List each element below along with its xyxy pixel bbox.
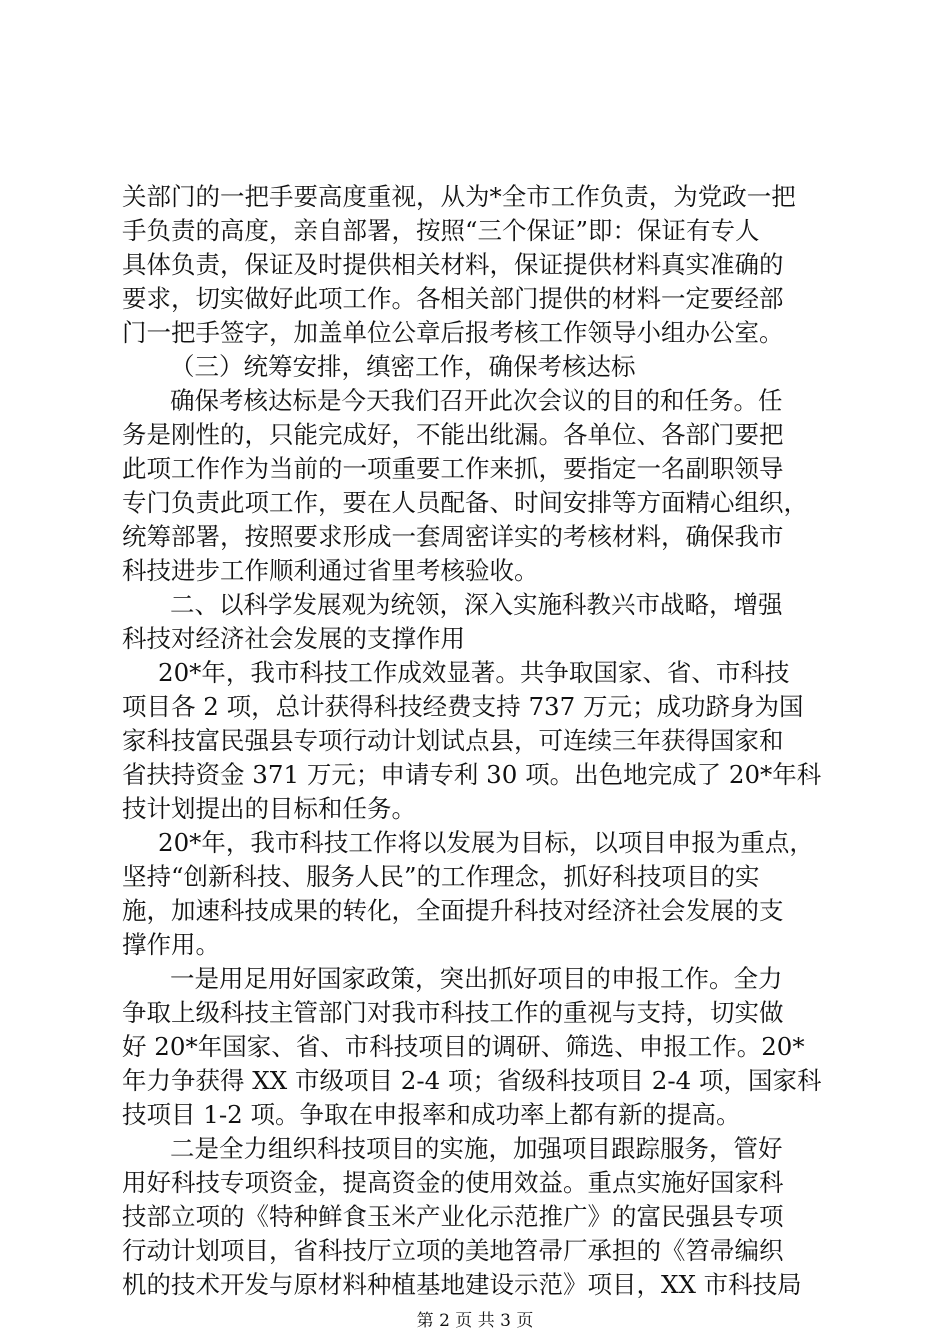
body-line: 二是全力组织科技项目的实施，加强项目跟踪服务，管好: [170, 1134, 783, 1163]
body-line: 要求，切实做好此项工作。各相关部门提供的材料一定要经部: [122, 284, 784, 313]
body-line: 技部立项的《特种鲜食玉米产业化示范推广》的富民强县专项: [122, 1202, 784, 1231]
body-line: 坚持“创新科技、服务人民”的工作理念，抓好科技项目的实: [122, 862, 760, 891]
body-line: 技计划提出的目标和任务。: [122, 794, 416, 823]
body-line: 手负责的高度，亲自部署，按照“三个保证”即：保证有专人: [122, 216, 760, 245]
section-heading: 科技对经济社会发展的支撑作用: [122, 624, 465, 653]
body-line: 此项工作作为当前的一项重要工作来抓，要指定一名副职领导: [122, 454, 784, 483]
body-line: 行动计划项目，省科技厅立项的美地笤帚厂承担的《笤帚编织: [122, 1236, 784, 1265]
body-line: 科技进步工作顺利通过省里考核验收。: [122, 556, 539, 585]
body-line: 统筹部署，按照要求形成一套周密详实的考核材料，确保我市: [122, 522, 784, 551]
body-line: 具体负责，保证及时提供相关材料，保证提供材料真实准确的: [122, 250, 784, 279]
body-line: 务是刚性的，只能完成好，不能出纰漏。各单位、各部门要把: [122, 420, 784, 449]
body-line: 专门负责此项工作，要在人员配备、时间安排等方面精心组织，: [122, 488, 808, 517]
body-line: 一是用足用好国家政策，突出抓好项目的申报工作。全力: [170, 964, 783, 993]
body-line: 项目各 2 项，总计获得科技经费支持 737 万元；成功跻身为国: [122, 692, 804, 721]
body-line: 家科技富民强县专项行动计划试点县，可连续三年获得国家和: [122, 726, 784, 755]
body-line: 门一把手签字，加盖单位公章后报考核工作领导小组办公室。: [122, 318, 784, 347]
page-number-footer: 第 2 页 共 3 页: [416, 1311, 534, 1331]
body-line: 用好科技专项资金，提高资金的使用效益。重点实施好国家科: [122, 1168, 784, 1197]
body-line: 施，加速科技成果的转化，全面提升科技对经济社会发展的支: [122, 896, 784, 925]
body-line: 技项目 1-2 项。争取在申报率和成功率上都有新的提高。: [122, 1100, 741, 1129]
section-heading: 二、以科学发展观为统领，深入实施科教兴市战略，增强: [170, 590, 783, 619]
body-line: 省扶持资金 371 万元；申请专利 30 项。出色地完成了 20*年科: [122, 760, 822, 789]
body-line: 20*年，我市科技工作将以发展为目标，以项目申报为重点，: [158, 828, 814, 857]
body-line: 关部门的一把手要高度重视，从为*全市工作负责，为党政一把: [122, 182, 796, 211]
body-line: 机的技术开发与原材料种植基地建设示范》项目，XX 市科技局: [122, 1270, 802, 1299]
body-line: 争取上级科技主管部门对我市科技工作的重视与支持，切实做: [122, 998, 784, 1027]
body-line: 撑作用。: [122, 930, 220, 959]
body-line: 确保考核达标是今天我们召开此次会议的目的和任务。任: [170, 386, 783, 415]
body-line: 好 20*年国家、省、市科技项目的调研、筛选、申报工作。20*: [122, 1032, 805, 1061]
body-line: 20*年，我市科技工作成效显著。共争取国家、省、市科技: [158, 658, 790, 687]
body-line: 年力争获得 XX 市级项目 2-4 项；省级科技项目 2-4 项，国家科: [122, 1066, 822, 1095]
section-heading: （三）统筹安排，缜密工作，确保考核达标: [170, 352, 636, 381]
